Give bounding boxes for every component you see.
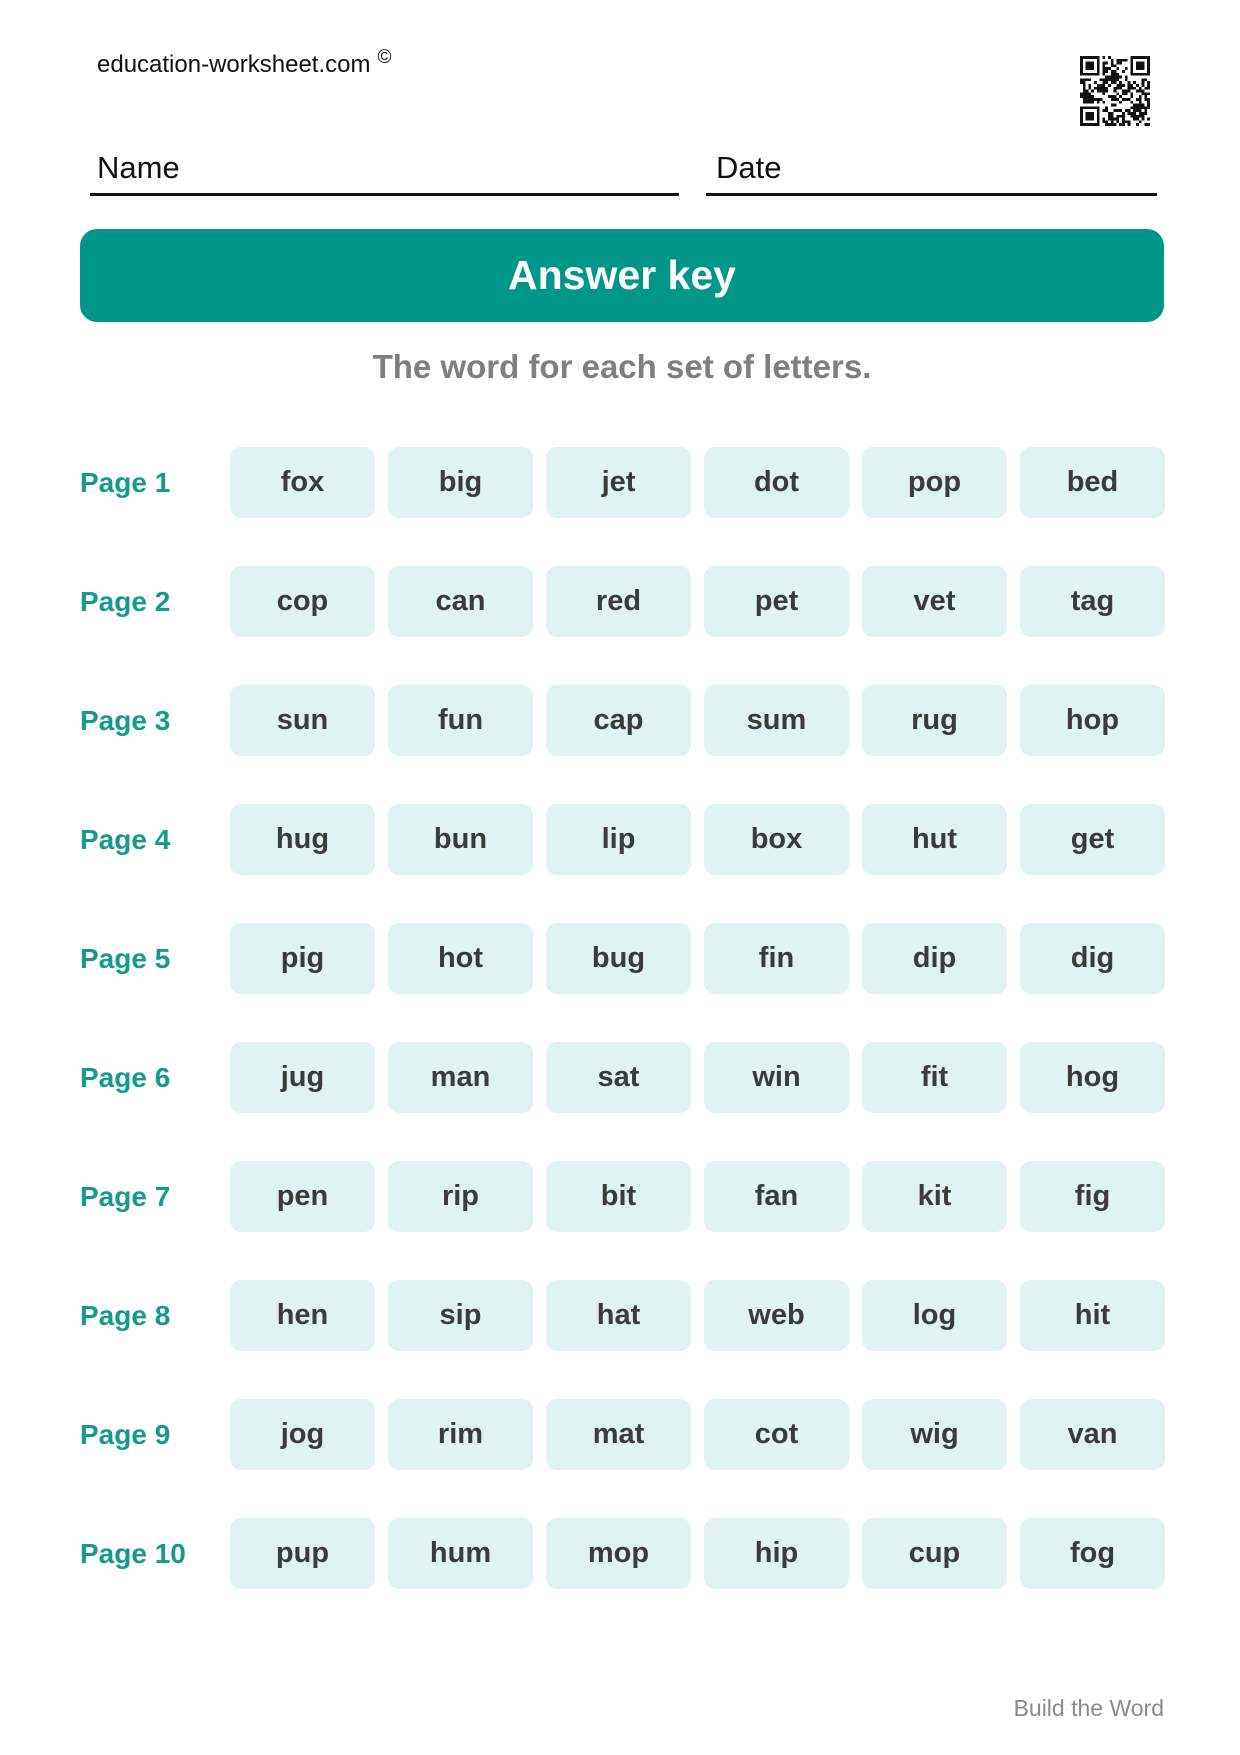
word-box: dot [704, 447, 849, 518]
word-box: man [388, 1042, 533, 1113]
date-label: Date [716, 150, 782, 185]
instructions-subtitle: The word for each set of letters. [372, 348, 872, 385]
word-box: lip [546, 804, 691, 875]
word-box: kit [862, 1161, 1007, 1232]
name-field [90, 140, 679, 196]
answer-row [0, 447, 1240, 518]
word-box: cop [230, 566, 375, 637]
word-box: fun [388, 685, 533, 756]
word-box: hug [230, 804, 375, 875]
word-list [230, 1280, 1165, 1351]
word-list [230, 1161, 1165, 1232]
page-label: Page 4 [80, 824, 171, 855]
word-box: hit [1020, 1280, 1165, 1351]
word-list [230, 923, 1165, 994]
answer-row [0, 804, 1240, 875]
page-label: Page 1 [80, 467, 171, 498]
word-box: hop [1020, 685, 1165, 756]
word-box: cot [704, 1399, 849, 1470]
word-box: dig [1020, 923, 1165, 994]
word-box: cap [546, 685, 691, 756]
worksheet-footer-title: Build the Word [1013, 1695, 1164, 1721]
word-box: rug [862, 685, 1007, 756]
word-box: bit [546, 1161, 691, 1232]
word-box: vet [862, 566, 1007, 637]
word-box: wig [862, 1399, 1007, 1470]
answer-row [0, 1280, 1240, 1351]
word-box: log [862, 1280, 1007, 1351]
word-list [230, 685, 1165, 756]
word-box: pen [230, 1161, 375, 1232]
word-list [230, 1518, 1165, 1589]
word-box: red [546, 566, 691, 637]
word-box: hot [388, 923, 533, 994]
page-label: Page 7 [80, 1181, 171, 1212]
word-list [230, 1399, 1165, 1470]
word-box: web [704, 1280, 849, 1351]
page-label: Page 6 [80, 1062, 171, 1093]
word-box: pop [862, 447, 1007, 518]
word-box: big [388, 447, 533, 518]
word-box: rim [388, 1399, 533, 1470]
banner-title: Answer key [508, 252, 736, 298]
word-box: fig [1020, 1161, 1165, 1232]
answer-row [0, 923, 1240, 994]
name-label: Name [97, 150, 180, 185]
word-box: fox [230, 447, 375, 518]
answer-key-banner [80, 229, 1164, 322]
page-label: Page 2 [80, 586, 171, 617]
word-box: mat [546, 1399, 691, 1470]
qr-code-icon [1080, 56, 1150, 126]
page-label: Page 5 [80, 943, 171, 974]
answer-row [0, 1399, 1240, 1470]
answer-row [0, 1161, 1240, 1232]
word-box: sat [546, 1042, 691, 1113]
site-credit [97, 47, 392, 81]
word-box: fin [704, 923, 849, 994]
word-box: jug [230, 1042, 375, 1113]
word-box: sun [230, 685, 375, 756]
word-box: fog [1020, 1518, 1165, 1589]
word-box: bed [1020, 447, 1165, 518]
word-box: hip [704, 1518, 849, 1589]
word-box: get [1020, 804, 1165, 875]
word-box: pup [230, 1518, 375, 1589]
word-box: hum [388, 1518, 533, 1589]
word-box: rip [388, 1161, 533, 1232]
word-box: jet [546, 447, 691, 518]
word-box: hat [546, 1280, 691, 1351]
answer-row [0, 1518, 1240, 1589]
word-list [230, 566, 1165, 637]
word-box: hut [862, 804, 1007, 875]
word-box: bug [546, 923, 691, 994]
page-label: Page 9 [80, 1419, 171, 1450]
page-label: Page 8 [80, 1300, 171, 1331]
word-list [230, 1042, 1165, 1113]
word-box: van [1020, 1399, 1165, 1470]
word-box: sum [704, 685, 849, 756]
word-box: jog [230, 1399, 375, 1470]
word-box: win [704, 1042, 849, 1113]
page-label: Page 10 [80, 1538, 186, 1569]
word-box: pig [230, 923, 375, 994]
answer-row [0, 566, 1240, 637]
copyright-symbol: © [377, 47, 392, 68]
word-box: mop [546, 1518, 691, 1589]
word-box: hog [1020, 1042, 1165, 1113]
word-box: fan [704, 1161, 849, 1232]
answer-row [0, 685, 1240, 756]
answer-row [0, 1042, 1240, 1113]
answer-rows [0, 447, 1240, 1589]
site-name: education-worksheet.com [97, 51, 371, 78]
word-box: can [388, 566, 533, 637]
word-list [230, 447, 1165, 518]
word-box: bun [388, 804, 533, 875]
word-box: pet [704, 566, 849, 637]
word-box: box [704, 804, 849, 875]
word-box: hen [230, 1280, 375, 1351]
word-list [230, 804, 1165, 875]
word-box: sip [388, 1280, 533, 1351]
word-box: fit [862, 1042, 1007, 1113]
date-field [706, 140, 1157, 196]
word-box: cup [862, 1518, 1007, 1589]
page-label: Page 3 [80, 705, 171, 736]
word-box: dip [862, 923, 1007, 994]
word-box: tag [1020, 566, 1165, 637]
